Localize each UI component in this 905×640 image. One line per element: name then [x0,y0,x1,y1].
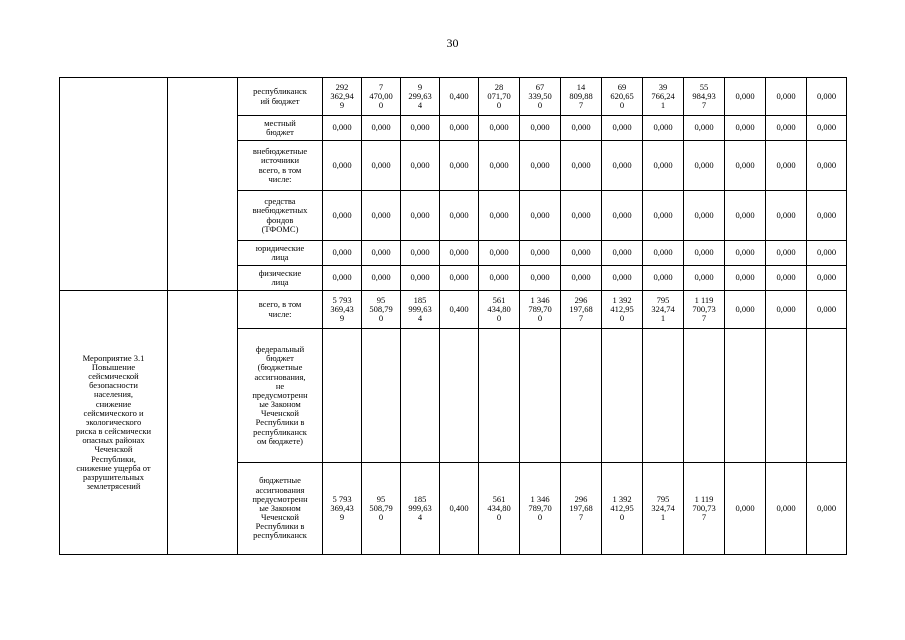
event-title-cell: Мероприятие 3.1 Повышение сейсмической безопасности населения, снижение сейсмического и экологического риска в сейсмически опасных районах Чеченской Республики, снижение ущерба от разрушительных землетрясений [60,291,168,555]
value-cell: 5 793 369,43 9 [323,463,362,555]
budget-table [59,77,847,555]
value-cell: 0,000 [362,191,401,241]
value-cell: 0,000 [362,141,401,191]
value-cell: 14 809,88 7 [561,78,602,116]
value-cell: 0,000 [401,191,440,241]
value-cell: 1 119 700,73 7 [684,463,725,555]
blank-cell [60,78,168,291]
value-cell: 0,000 [643,266,684,291]
value-cell: 0,000 [561,266,602,291]
value-cell: 0,000 [440,116,479,141]
value-cell: 0,000 [362,116,401,141]
value-cell: 561 434,80 0 [479,463,520,555]
value-cell: 0,000 [725,241,766,266]
value-cell [684,329,725,463]
value-cell: 0,000 [479,266,520,291]
value-cell: 0,000 [520,116,561,141]
value-cell: 5 793 369,43 9 [323,291,362,329]
value-cell: 0,000 [520,141,561,191]
value-cell: 0,000 [401,266,440,291]
blank-cell [168,291,238,555]
value-cell [520,329,561,463]
value-cell: 0,000 [561,141,602,191]
value-cell: 0,000 [440,191,479,241]
value-cell: 292 362,94 9 [323,78,362,116]
value-cell: 0,000 [440,241,479,266]
value-cell: 0,000 [725,116,766,141]
value-cell: 67 339,50 0 [520,78,561,116]
value-cell: 0,000 [807,241,847,266]
value-cell: 95 508,79 0 [362,463,401,555]
value-cell: 0,000 [602,266,643,291]
value-cell: 0,000 [766,241,807,266]
value-cell: 1 119 700,73 7 [684,291,725,329]
value-cell: 0,000 [323,266,362,291]
value-cell: 0,000 [520,266,561,291]
value-cell: 0,000 [766,191,807,241]
value-cell: 28 071,70 0 [479,78,520,116]
value-cell: 0,000 [520,241,561,266]
value-cell [807,329,847,463]
value-cell [561,329,602,463]
value-cell: 795 324,74 1 [643,291,684,329]
table-row [60,291,847,329]
value-cell: 0,000 [561,241,602,266]
value-cell [602,329,643,463]
value-cell: 0,000 [323,141,362,191]
value-cell: 0,000 [643,241,684,266]
value-cell: 0,000 [362,241,401,266]
value-cell: 0,000 [725,266,766,291]
funding-source-cell: средства внебюджетных фондов (ТФОМС) [238,191,323,241]
value-cell: 0,000 [684,266,725,291]
value-cell: 296 197,68 7 [561,463,602,555]
value-cell: 0,000 [643,116,684,141]
value-cell: 1 392 412,95 0 [602,463,643,555]
value-cell: 0,000 [766,291,807,329]
value-cell: 0,400 [440,463,479,555]
value-cell: 0,000 [807,78,847,116]
value-cell: 0,000 [401,116,440,141]
value-cell: 0,000 [725,191,766,241]
value-cell: 0,000 [323,116,362,141]
value-cell: 0,000 [766,141,807,191]
value-cell: 1 346 789,70 0 [520,291,561,329]
value-cell: 0,000 [323,191,362,241]
value-cell: 0,000 [766,266,807,291]
value-cell: 0,000 [561,116,602,141]
value-cell [479,329,520,463]
value-cell: 185 999,63 4 [401,291,440,329]
funding-source-cell: федеральный бюджет (бюджетные ассигнования, не предусмотренн ые Законом Чеченской Республики в республиканск ом бюджете) [238,329,323,463]
value-cell [401,329,440,463]
table-row [60,78,847,116]
value-cell: 0,000 [766,78,807,116]
value-cell: 0,000 [684,116,725,141]
blank-cell [168,78,238,291]
value-cell: 0,000 [401,141,440,191]
value-cell: 0,000 [602,116,643,141]
funding-source-cell: местный бюджет [238,116,323,141]
value-cell: 0,400 [440,291,479,329]
value-cell: 0,000 [401,241,440,266]
value-cell: 795 324,74 1 [643,463,684,555]
funding-source-cell: бюджетные ассигнования предусмотренн ые Законом Чеченской Республики в республиканск [238,463,323,555]
value-cell: 69 620,65 0 [602,78,643,116]
value-cell: 0,000 [684,241,725,266]
value-cell: 0,000 [479,141,520,191]
value-cell: 55 984,93 7 [684,78,725,116]
value-cell: 0,000 [766,463,807,555]
value-cell: 0,000 [602,141,643,191]
value-cell [323,329,362,463]
value-cell: 0,000 [807,141,847,191]
value-cell: 0,000 [479,241,520,266]
value-cell: 0,000 [684,141,725,191]
value-cell [440,329,479,463]
value-cell: 0,000 [807,191,847,241]
value-cell: 39 766,24 1 [643,78,684,116]
value-cell: 0,000 [440,141,479,191]
value-cell: 0,000 [643,141,684,191]
value-cell [643,329,684,463]
value-cell: 0,000 [725,141,766,191]
funding-source-cell: внебюджетные источники всего, в том числе: [238,141,323,191]
value-cell: 0,000 [479,191,520,241]
value-cell: 0,000 [362,266,401,291]
value-cell [725,329,766,463]
value-cell: 0,000 [725,78,766,116]
value-cell [766,329,807,463]
value-cell: 0,000 [602,241,643,266]
value-cell: 95 508,79 0 [362,291,401,329]
value-cell: 0,000 [725,291,766,329]
value-cell: 0,000 [602,191,643,241]
value-cell: 296 197,68 7 [561,291,602,329]
value-cell: 0,000 [479,116,520,141]
value-cell: 0,000 [684,191,725,241]
funding-source-cell: юридические лица [238,241,323,266]
value-cell: 0,000 [807,291,847,329]
value-cell: 0,000 [561,191,602,241]
value-cell: 0,000 [766,116,807,141]
value-cell: 0,000 [725,463,766,555]
value-cell: 9 299,63 4 [401,78,440,116]
value-cell: 561 434,80 0 [479,291,520,329]
value-cell: 0,000 [807,463,847,555]
value-cell: 7 470,00 0 [362,78,401,116]
funding-source-cell: физические лица [238,266,323,291]
value-cell: 0,000 [807,266,847,291]
value-cell: 1 346 789,70 0 [520,463,561,555]
value-cell: 0,000 [643,191,684,241]
value-cell: 0,000 [323,241,362,266]
funding-source-cell: республиканск ий бюджет [238,78,323,116]
value-cell: 0,400 [440,78,479,116]
value-cell: 0,000 [520,191,561,241]
page-number: 30 [446,36,459,50]
value-cell: 0,000 [807,116,847,141]
value-cell [362,329,401,463]
value-cell: 185 999,63 4 [401,463,440,555]
funding-source-cell: всего, в том числе: [238,291,323,329]
value-cell: 0,000 [440,266,479,291]
value-cell: 1 392 412,95 0 [602,291,643,329]
